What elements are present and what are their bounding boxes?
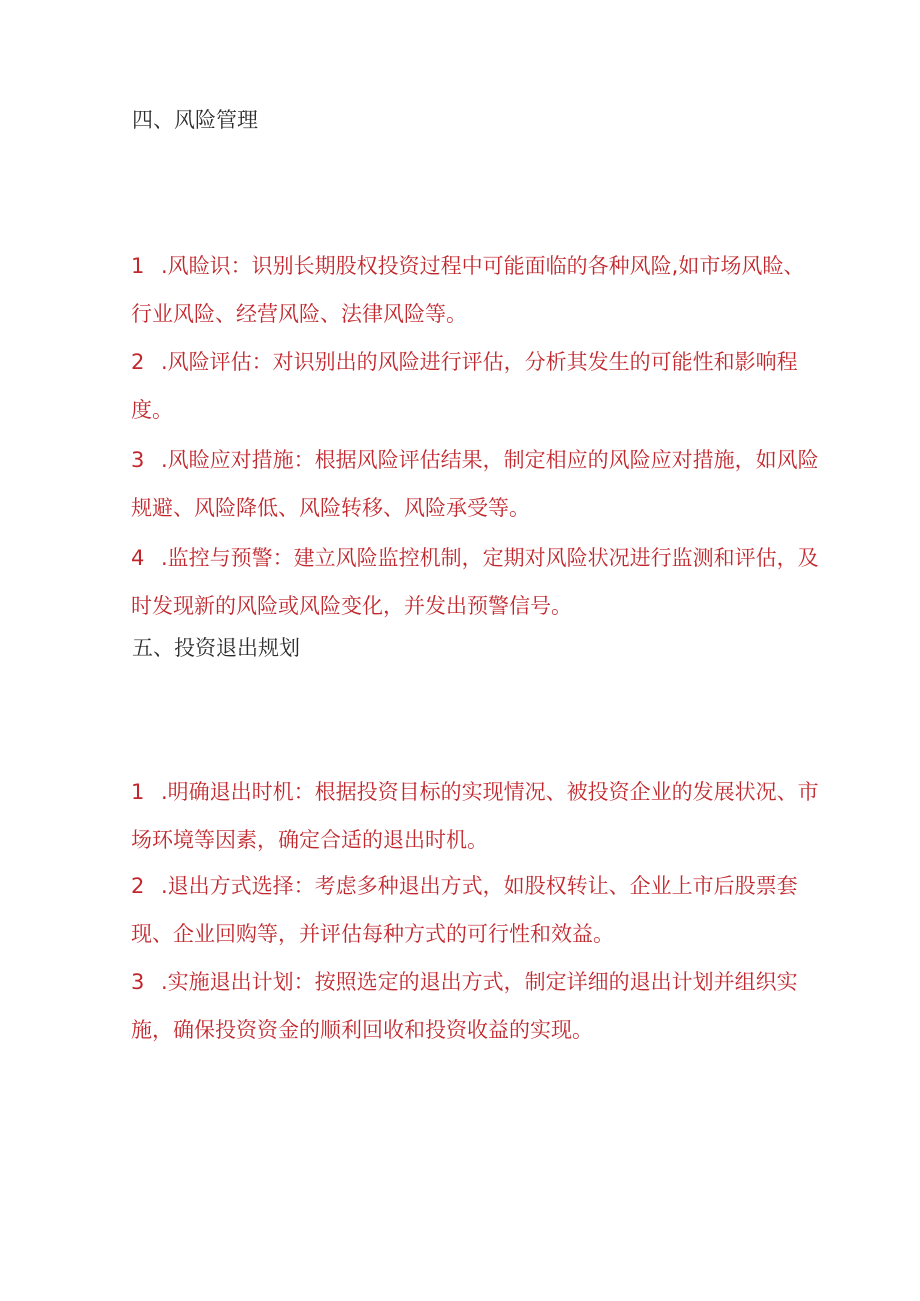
item-text: .实施退出计划：按照选定的退出方式，制定详细的退出计划并组织实施，确保投资资金的顺利回收和投资收益的实现。 xyxy=(131,970,798,1042)
item-number: 4 xyxy=(131,546,145,570)
list-item xyxy=(131,338,821,434)
item-text: .退出方式选择：考虑多种退出方式，如股权转让、企业上市后股票套现、企业回购等，并评估每种方式的可行性和效益。 xyxy=(131,874,798,946)
item-number: 1 xyxy=(131,254,145,278)
list-item xyxy=(131,436,821,532)
item-text: .监控与预警：建立风险监控机制，定期对风险状况进行监测和评估，及时发现新的风险或风险变化，并发出预警信号。 xyxy=(131,546,819,618)
item-text: .风睑识：识别长期股权投资过程中可能面临的各种风险,如市场风睑、行业风险、经营风险、法律风险等。 xyxy=(131,254,805,326)
item-number: 3 xyxy=(131,970,145,994)
list-item xyxy=(131,242,821,338)
item-number: 1 xyxy=(131,780,145,804)
list-item xyxy=(131,958,821,1054)
item-number: 3 xyxy=(131,448,145,472)
list-item xyxy=(131,768,821,864)
section-heading-risk-management: 四、风险管理 xyxy=(132,108,258,132)
item-number: 2 xyxy=(131,350,145,374)
list-item xyxy=(131,862,821,958)
item-text: .明确退出时机：根据投资目标的实现情况、被投资企业的发展状况、市场环境等因素，确定合适的退出时机。 xyxy=(131,780,819,852)
item-text: .风睑应对措施：根据风险评估结果，制定相应的风险应对措施，如风险规避、风险降低、风险转移、风险承受等。 xyxy=(131,448,819,520)
item-number: 2 xyxy=(131,874,145,898)
list-item xyxy=(131,534,821,630)
item-text: .风险评估：对识别出的风险进行评估，分析其发生的可能性和影响程度。 xyxy=(131,350,798,422)
section-heading-exit-planning: 五、投资退出规划 xyxy=(132,636,300,660)
